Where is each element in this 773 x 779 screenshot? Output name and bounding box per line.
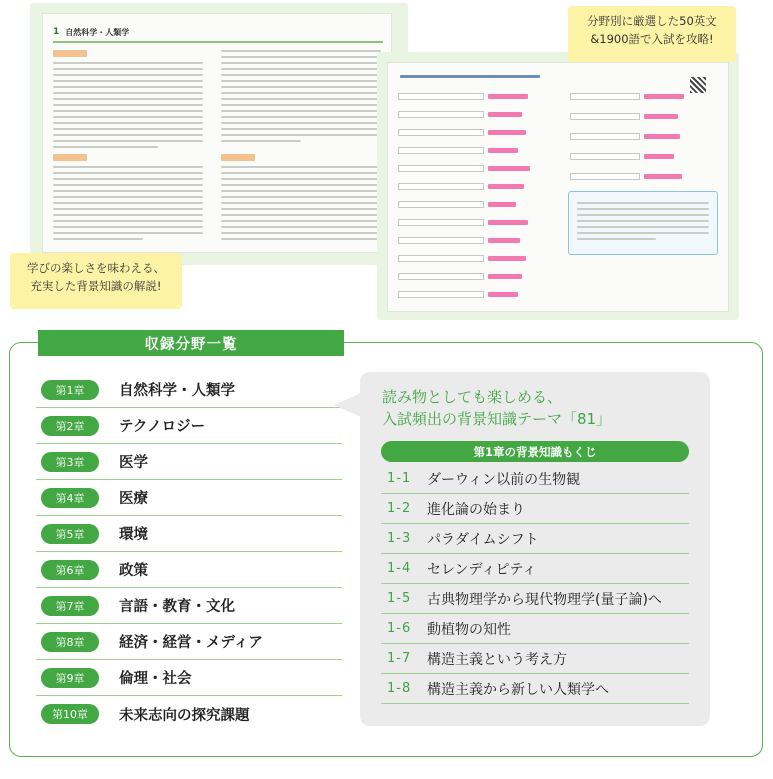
page-header-rule: [53, 41, 383, 43]
vocab-row: [398, 107, 522, 121]
panel-heading-line: 読み物としても楽しめる、: [382, 388, 563, 406]
chapter-label: 医療: [119, 491, 148, 507]
toc-label: 進化論の始まり: [427, 501, 525, 518]
chapter-item: [36, 624, 342, 660]
toc-item: [381, 584, 689, 614]
page-chapter-header: [53, 24, 173, 40]
chapter-label: テクノロジー: [119, 419, 206, 435]
vocab-row: [398, 197, 516, 211]
toc-label: パラダイムシフト: [427, 531, 539, 548]
page-header: [400, 75, 540, 82]
chapter-badge: 第3章: [41, 452, 99, 472]
toc-label: 構造主義という考え方: [427, 651, 567, 668]
toc-item: [381, 524, 689, 554]
toc-item: [381, 554, 689, 584]
qr-code-icon: [690, 77, 706, 93]
text-block: [53, 166, 203, 244]
toc-number: 1-7: [387, 651, 412, 666]
chapter-item: [36, 552, 342, 588]
toc-item: [381, 494, 689, 524]
chapter-badge: 第9章: [41, 668, 99, 688]
chapter-badge: 第4章: [41, 488, 99, 508]
vocab-row: [570, 169, 682, 183]
chapter-label: 自然科学・人類学: [119, 383, 235, 399]
text-block: [53, 62, 203, 152]
chapter-item: [36, 660, 342, 696]
vocab-row: [570, 149, 674, 163]
vocab-row: [398, 161, 530, 175]
text-block: [221, 166, 381, 244]
section-tag: [221, 154, 255, 161]
chapter-label: 言語・教育・文化: [119, 599, 235, 615]
vocab-row: [570, 109, 678, 123]
chapter-badge: 第6章: [41, 560, 99, 580]
notes-box: [568, 191, 718, 255]
toc-number: 1-1: [387, 471, 412, 486]
vocab-row: [570, 89, 684, 103]
vocab-row: [398, 287, 518, 301]
page-sheet: [42, 13, 392, 253]
page-chapter-number: 1: [53, 27, 60, 37]
text-block: [221, 50, 381, 146]
vocab-row: [398, 125, 526, 139]
section-tag: [53, 50, 87, 57]
vocab-row: [398, 89, 528, 103]
panel-heading: [382, 386, 692, 430]
sample-page-right: [377, 52, 739, 320]
toc-label: ダーウィン以前の生物観: [427, 471, 581, 488]
chapter-item: [36, 588, 342, 624]
chapter-item: [36, 408, 342, 444]
toc-number: 1-8: [387, 681, 412, 696]
vocab-row: [398, 143, 518, 157]
vocab-row: [398, 251, 526, 265]
toc-number: 1-4: [387, 561, 412, 576]
chapter-badge: 第10章: [41, 704, 99, 724]
section-title: 収録分野一覧: [38, 330, 344, 356]
toc-number: 1-6: [387, 621, 412, 636]
toc-label: セレンディピティ: [427, 561, 537, 578]
chapter-label: 医学: [119, 455, 148, 471]
chapter-label: 政策: [119, 563, 148, 579]
callout-line: 分野別に厳選した50英文: [587, 14, 717, 28]
chapter-badge: 第5章: [41, 524, 99, 544]
toc-label: 構造主義から新しい人類学へ: [427, 681, 609, 698]
callout-line: &1900語で入試を攻略!: [590, 32, 714, 46]
chapter-item: [36, 444, 342, 480]
vocab-row: [398, 179, 524, 193]
callout-line: 学びの楽しさを味わえる、: [27, 261, 165, 275]
chapter-item: [36, 372, 342, 408]
toc-label: 古典物理学から現代物理学(量子論)へ: [427, 591, 662, 608]
chapter-label: 経済・経営・メディア: [119, 635, 263, 651]
chapter-list: [36, 372, 342, 732]
toc-item: [381, 644, 689, 674]
vocab-row: [398, 215, 528, 229]
toc-number: 1-5: [387, 591, 412, 606]
toc-number: 1-3: [387, 531, 412, 546]
toc-item: [381, 614, 689, 644]
panel-pointer: [334, 393, 361, 417]
sample-page-left: [30, 3, 408, 265]
section-tag: [53, 154, 87, 161]
callout-explanation: [10, 253, 182, 309]
chapter-label: 倫理・社会: [119, 671, 192, 687]
vocab-row: [398, 233, 520, 247]
toc-item: [381, 674, 689, 704]
panel-heading-line: 入試頻出の背景知識テーマ「81」: [382, 410, 612, 428]
chapter-item: [36, 480, 342, 516]
callout-vocab-summary: [568, 6, 736, 62]
chapter-badge: 第2章: [41, 416, 99, 436]
chapter-badge: 第8章: [41, 632, 99, 652]
chapter-label: 環境: [119, 527, 148, 543]
chapter-label: 未来志向の探究課題: [119, 707, 250, 724]
chapter-item: [36, 516, 342, 552]
chapter-badge: 第1章: [41, 380, 99, 400]
vocab-row: [398, 269, 522, 283]
page-chapter-title: 自然科学・人類学: [65, 27, 130, 37]
chapter-item: [36, 696, 342, 732]
toc-item: [381, 464, 689, 494]
callout-line: 充実した背景知識の解説!: [30, 279, 162, 293]
toc-list: [381, 464, 689, 704]
toc-label: 動植物の知性: [427, 621, 511, 638]
page-sheet: [387, 62, 729, 312]
toc-number: 1-2: [387, 501, 412, 516]
vocab-row: [570, 129, 680, 143]
chapter-badge: 第7章: [41, 596, 99, 616]
toc-title: 第1章の背景知識もくじ: [381, 441, 689, 462]
